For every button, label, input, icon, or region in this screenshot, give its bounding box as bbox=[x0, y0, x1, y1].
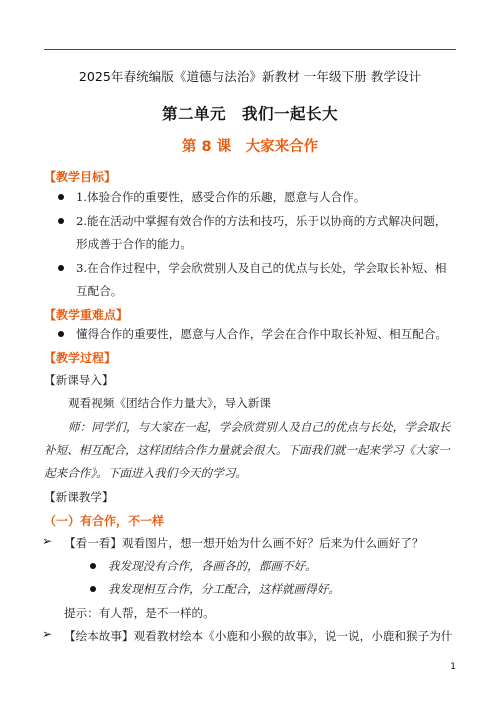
goal-item-1: 1.体验合作的重要性，感受合作的乐趣，愿意与人合作。 bbox=[76, 190, 366, 204]
top-rule bbox=[44, 49, 456, 50]
story-line: 【绘本故事】观看教材绘本《小鹿和小猴的故事》，说一说，小鹿和猴子为什 bbox=[64, 629, 453, 643]
look-line: 【看一看】观看图片，想一想开始为什么画不好？后来为什么画好了？ bbox=[64, 536, 424, 550]
page-number: 1 bbox=[450, 662, 456, 672]
goal-item-3: 3.在合作过程中，学会欣赏别人及自己的优点与长处，学会取长补短、相 bbox=[76, 261, 447, 275]
goal-item-2: 2.能在活动中掌握有效合作的方法和技巧，乐于以协商的方式解决问题， bbox=[76, 214, 447, 228]
lesson-title: 第 8 课 大家来合作 bbox=[181, 139, 319, 155]
part1-title: （一）有合作，不一样 bbox=[44, 514, 165, 528]
keypoints-item: 懂得合作的重要性，愿意与人合作，学会在合作中取长补短、相互配合。 bbox=[76, 327, 448, 341]
look-answer-1: 我发现没有合作，各画各的，都画不好。 bbox=[108, 559, 317, 573]
bullet-icon bbox=[58, 265, 64, 271]
teacher-line-2: 补短、相互配合，这样团结合作力量就会很大。下面我们就一起来学习《大家一 bbox=[44, 443, 450, 457]
bullet-icon bbox=[58, 194, 64, 200]
hint-line: 提示：有人帮，是不一样的。 bbox=[64, 606, 215, 620]
arrow-bullet-icon: ➢ bbox=[42, 627, 53, 641]
arrow-bullet-icon: ➢ bbox=[42, 534, 53, 548]
process-heading: 【教学过程】 bbox=[44, 351, 117, 365]
goals-heading: 【教学目标】 bbox=[44, 170, 117, 184]
document-header: 2025年春统编版《道德与法治》新教材 一年级下册 教学设计 bbox=[78, 69, 422, 84]
intro-line: 观看视频《团结合作力量大》，导入新课 bbox=[68, 396, 271, 410]
intro-heading: 【新课导入】 bbox=[44, 373, 114, 387]
look-answer-2: 我发现相互合作，分工配合，这样就画得好。 bbox=[108, 582, 340, 596]
bullet-icon bbox=[58, 218, 64, 224]
unit-title: 第二单元 我们一起长大 bbox=[161, 105, 338, 123]
bullet-icon bbox=[90, 586, 96, 592]
goal-item-3-cont: 互配合。 bbox=[76, 284, 123, 298]
keypoints-heading: 【教学重难点】 bbox=[44, 308, 129, 322]
teacher-line-1: 师：同学们，与大家在一起，学会欣赏别人及自己的优点与长处，学会取长 bbox=[68, 420, 451, 434]
bullet-icon bbox=[90, 563, 96, 569]
goal-item-2-cont: 形成善于合作的能力。 bbox=[76, 237, 192, 251]
teach-heading: 【新课教学】 bbox=[44, 490, 114, 504]
bullet-icon bbox=[58, 331, 64, 337]
teacher-line-3: 起来合作》。下面进入我们今天的学习。 bbox=[44, 466, 247, 480]
